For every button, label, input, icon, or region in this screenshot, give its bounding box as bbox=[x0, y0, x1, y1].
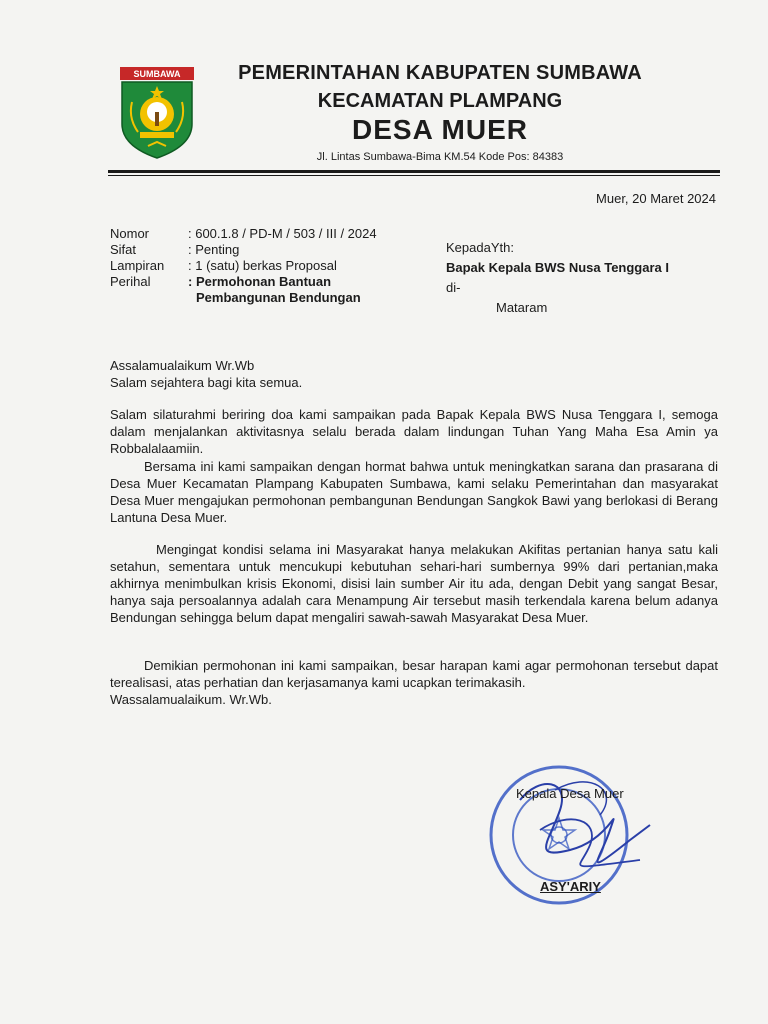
signatory-name: ASY'ARIY bbox=[540, 879, 601, 894]
meta-value: : Penting bbox=[188, 242, 240, 257]
greeting-line-2: Salam sejahtera bagi kita semua. bbox=[110, 375, 303, 390]
meta-value: : 600.1.8 / PD-M / 503 / III / 2024 bbox=[188, 226, 377, 241]
meta-value-cont: Pembangunan Bendungan bbox=[196, 290, 361, 305]
header-divider-thin bbox=[108, 175, 720, 176]
recipient-city: Mataram bbox=[496, 300, 548, 315]
meta-value: : 1 (satu) berkas Proposal bbox=[188, 258, 337, 273]
closing-line: Wassalamualaikum. Wr.Wb. bbox=[110, 692, 272, 707]
paragraph-4: Demikian permohonan ini kami sampaikan, besar harapan kami agar permohonan tersebut dapat terealisasi, atas perhatian dan kerjasamanya kami ucapkan terimakasih. bbox=[110, 658, 718, 690]
meta-key: Lampiran bbox=[110, 258, 165, 273]
meta-key: Perihal bbox=[110, 274, 151, 289]
header-divider-thick bbox=[108, 170, 720, 173]
signatory-title: Kepala Desa Muer bbox=[516, 786, 624, 801]
meta-value: : Permohonan Bantuan bbox=[188, 274, 332, 289]
letterhead-address: Jl. Lintas Sumbawa-Bima KM.54 Kode Pos: 84383 bbox=[316, 151, 564, 163]
letterhead-district: KECAMATAN PLAMPANG bbox=[317, 90, 563, 112]
greeting-line-1: Assalamualaikum Wr.Wb bbox=[110, 358, 255, 373]
letterhead-government: PEMERINTAHAN KABUPATEN SUMBAWA bbox=[238, 62, 642, 84]
paragraph-2: Bersama ini kami sampaikan dengan hormat bahwa untuk meningkatkan sarana dan prasarana di Desa Muer Kecamatan Plampang Kabupaten Sumbawa, kami selaku Pemerintahan dan masyarakat Desa Muer mengajukan permohonan pembangunan Bendungan Sangkok Bawi yang berlokasi di Berang Lantuna Desa Muer. bbox=[110, 459, 718, 525]
meta-key: Nomor bbox=[110, 226, 150, 241]
recipient-salutation: KepadaYth: bbox=[446, 240, 514, 255]
recipient-block bbox=[446, 240, 669, 320]
letter-date: Muer, 20 Maret 2024 bbox=[596, 191, 716, 206]
meta-key: Sifat bbox=[110, 242, 137, 257]
paragraph-1: Salam silaturahmi beriring doa kami sampaikan pada Bapak Kepala BWS Nusa Tenggara I, semoga dalam menjalankan aktivitasnya selalu berada dalam lindungan Tuhan Yang Maha Esa Amin ya Robbalalaamiin. bbox=[110, 407, 718, 456]
paragraph-3: Mengingat kondisi selama ini Masyarakat hanya melakukan Akifitas pertanian hanya satu kali setahun, sementara untuk mencukupi kebutuhan sehari-hari sumbernya 99% dari pertanian,maka akhirnya menimbulkan krisis Ekonomi, disisi lain sumber Air itu ada, dengan Debit yang sangat Besar, hanya saja persoalannya adalah cara Menampung Air tersebut masih terkendala karena belum adanya Bendungan sehingga belum dapat mengaliri sawah-sawah Masyarakat Desa Muer. bbox=[110, 542, 718, 625]
recipient-name: Bapak Kepala BWS Nusa Tenggara I bbox=[446, 260, 669, 275]
letterhead-village: DESA MUER bbox=[352, 114, 528, 145]
recipient-di: di- bbox=[446, 280, 461, 295]
emblem-label: SUMBAWA bbox=[133, 69, 181, 79]
